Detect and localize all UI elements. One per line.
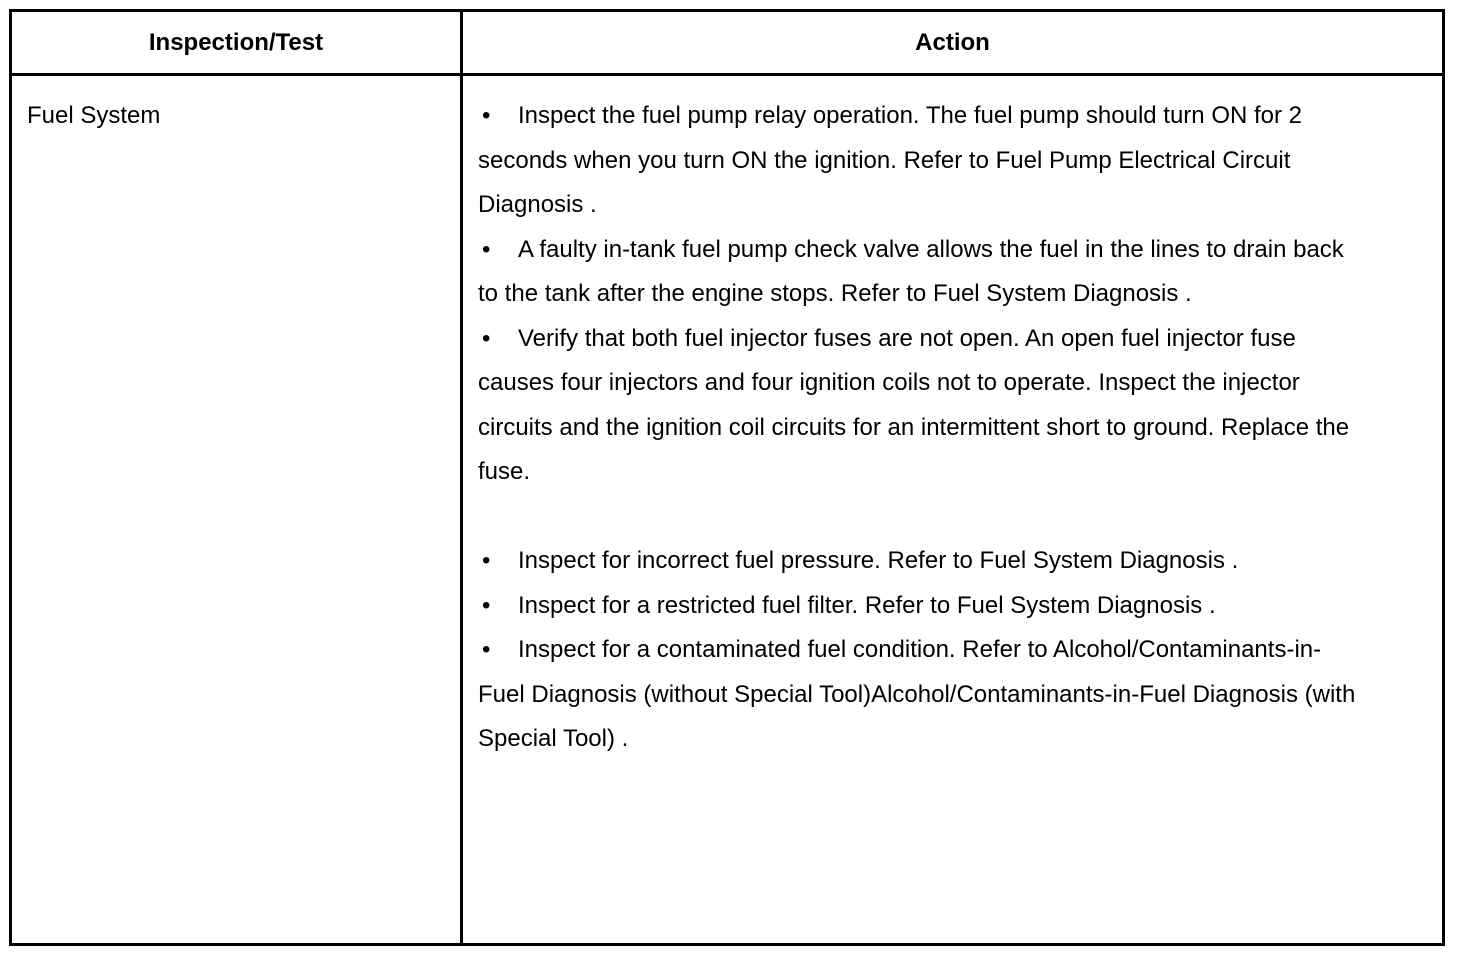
action-text: Inspect the fuel pump relay operation. The fuel pump should turn ON for 2 seconds when you turn ON the ignition. Refer to Fuel Pump Electrical Circuit Diagnosis . (478, 102, 1303, 218)
spacer (478, 495, 1358, 540)
action-text: Inspect for a restricted fuel filter. Refer to Fuel System Diagnosis . (518, 591, 1216, 619)
action-item (478, 228, 1358, 317)
action-item (478, 628, 1358, 762)
bullet-icon: • (482, 547, 491, 574)
action-text: A faulty in-tank fuel pump check valve allows the fuel in the lines to drain back to the tank after the engine stops. Refer to Fuel System Diagnosis . (478, 235, 1344, 307)
cell-inspection-fuel-system: Fuel System (27, 102, 161, 129)
header-inspection-test: Inspection/Test (148, 28, 324, 56)
bullet-icon: • (482, 235, 491, 263)
column-divider (460, 12, 463, 943)
action-item (478, 94, 1358, 228)
bullet-icon: • (482, 591, 491, 619)
action-text: Inspect for incorrect fuel pressure. Refer to Fuel System Diagnosis . (518, 547, 1239, 574)
inspection-table (9, 9, 1445, 946)
header-action: Action (915, 28, 990, 56)
action-item (478, 317, 1358, 495)
header-divider (12, 73, 1442, 76)
bullet-icon: • (482, 636, 491, 663)
action-item (478, 584, 1358, 629)
action-text: Verify that both fuel injector fuses are not open. An open fuel injector fuse causes four injectors and four ignition coils not to operate. Inspect the injector circuits and the ignition coil circuits for an intermittent short to ground. Replace the fuse. (478, 324, 1350, 485)
cell-action-list (478, 94, 1358, 762)
action-item (478, 539, 1358, 584)
bullet-icon: • (482, 324, 491, 352)
action-text: Inspect for a contaminated fuel condition. Refer to Alcohol/Contaminants-in-Fuel Diagnosis (without Special Tool)Alcohol/Contaminants-in-Fuel Diagnosis (with Special Tool) . (478, 636, 1356, 752)
bullet-icon: • (482, 102, 491, 129)
